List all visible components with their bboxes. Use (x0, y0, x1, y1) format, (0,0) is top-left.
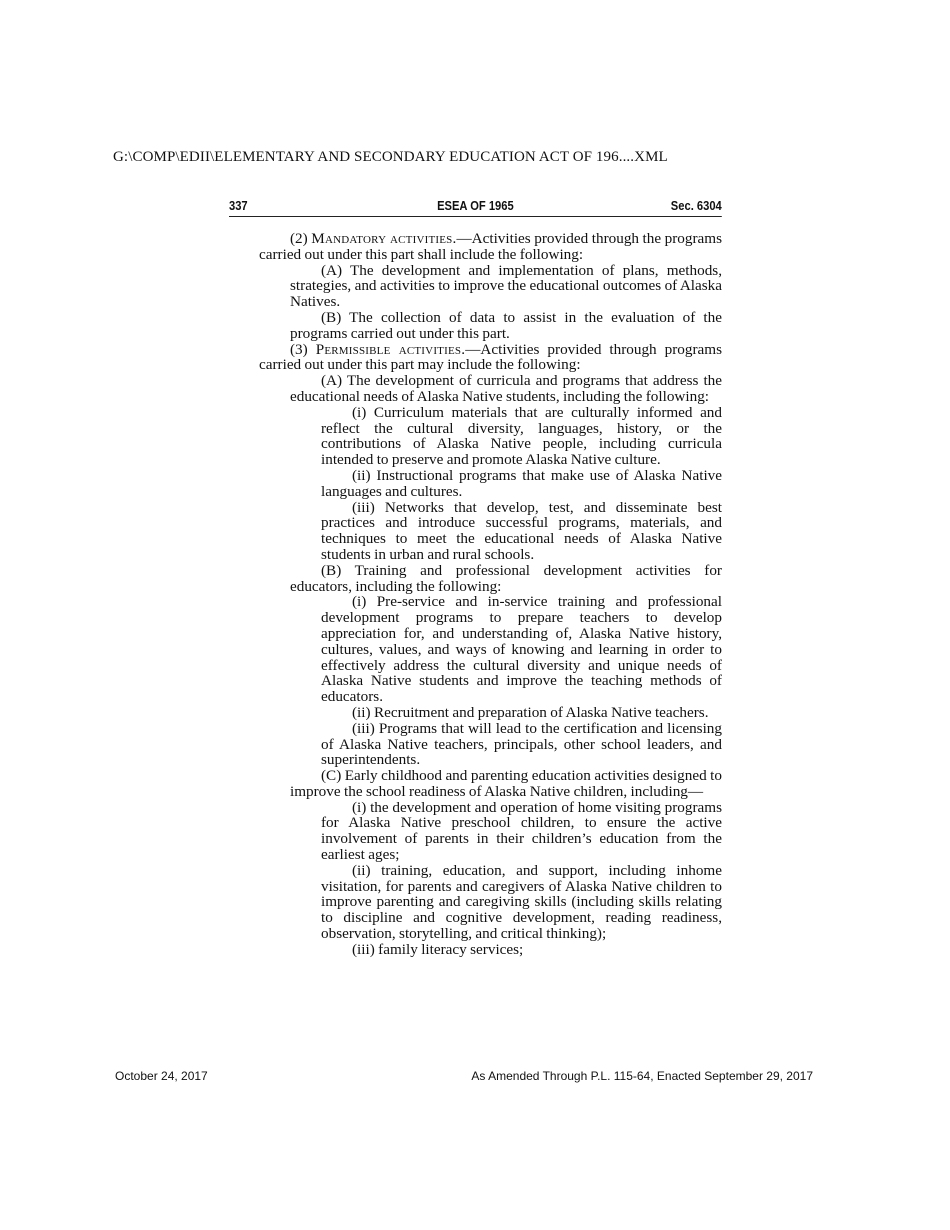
paragraph-heading: Mandatory activities. (311, 230, 457, 247)
paragraph-text: —Activities provided through the programs carried out under this part shall include the following: (259, 230, 722, 263)
subparagraph-3c: (C) Early childhood and parenting education activities designed to improve the school readiness of Alaska Native children, including— (290, 767, 722, 800)
statute-body (259, 231, 722, 958)
clause-3b-iii: (iii) Programs that will lead to the certification and licensing of Alaska Native teachers, principals, other school leaders, and superintendents. (321, 719, 722, 769)
clause-3a-i: (i) Curriculum materials that are culturally informed and reflect the cultural diversity, languages, history, or the contributions of Alaska Native people, including curricula intended to preserve and promote Alaska Native culture. (321, 403, 722, 469)
subparagraph-3a: (A) The development of curricula and programs that address the educational needs of Alaska Native students, including the following: (290, 372, 722, 405)
paragraph-heading: Permissible activities. (315, 340, 466, 358)
paragraph-text: —Activities provided through programs carried out under this part may include the following: (259, 340, 722, 374)
clause-3a-iii: (iii) Networks that develop, test, and disseminate best practices and introduce successful programs, materials, and techniques to meet the educational needs of Alaska Native students in urban and rural schools. (321, 498, 722, 563)
footer-amended-note: As Amended Through P.L. 115-64, Enacted September 29, 2017 (471, 1069, 813, 1083)
running-title: ESEA OF 1965 (437, 198, 514, 213)
paragraph-number: (2) (290, 230, 312, 247)
clause-3b-ii: (ii) Recruitment and preparation of Alaska Native teachers. (352, 703, 709, 721)
clause-3c-iii: (iii) family literacy services; (352, 940, 524, 958)
clause-3a-ii: (ii) Instructional programs that make use of Alaska Native languages and cultures. (321, 466, 722, 500)
section-number: Sec. 6304 (670, 198, 722, 213)
clause-3c-ii: (ii) training, education, and support, including inhome visitation, for parents and caregivers of Alaska Native children to improve parenting and caregiving skills (including skills relating to discipline and cognitive development, reading readiness, observation, storytelling, and critical thinking); (321, 861, 722, 943)
file-path-header: G:\COMP\EDII\ELEMENTARY AND SECONDARY EDUCATION ACT OF 196....XML (113, 149, 668, 165)
running-head (229, 198, 722, 217)
subparagraph-3b: (B) Training and professional development activities for educators, including the following: (290, 561, 722, 595)
paragraph-number: (3) (290, 340, 316, 358)
subparagraph-2b: (B) The collection of data to assist in the evaluation of the programs carried out under this part. (290, 308, 722, 342)
paragraph-3-permissible-activities (259, 342, 722, 374)
clause-3c-i: (i) the development and operation of home visiting programs for Alaska Native preschool children, to ensure the active involvement of parents in their children’s education from the earliest ages; (321, 798, 722, 864)
subparagraph-2a: (A) The development and implementation of plans, methods, strategies, and activities to improve the educational outcomes of Alaska Natives. (290, 261, 722, 311)
clause-3b-i: (i) Pre-service and in-service training and professional development programs to prepare teachers to develop appreciation for, and understanding of, Alaska Native history, cultures, values, and ways of knowing and learning in order to effectively address the cultural diversity and unique needs of Alaska Native students and improve the teaching methods of educators. (321, 593, 722, 706)
page-number: 337 (229, 198, 248, 213)
footer-date: October 24, 2017 (115, 1069, 208, 1083)
paragraph-2-mandatory-activities (259, 231, 722, 263)
